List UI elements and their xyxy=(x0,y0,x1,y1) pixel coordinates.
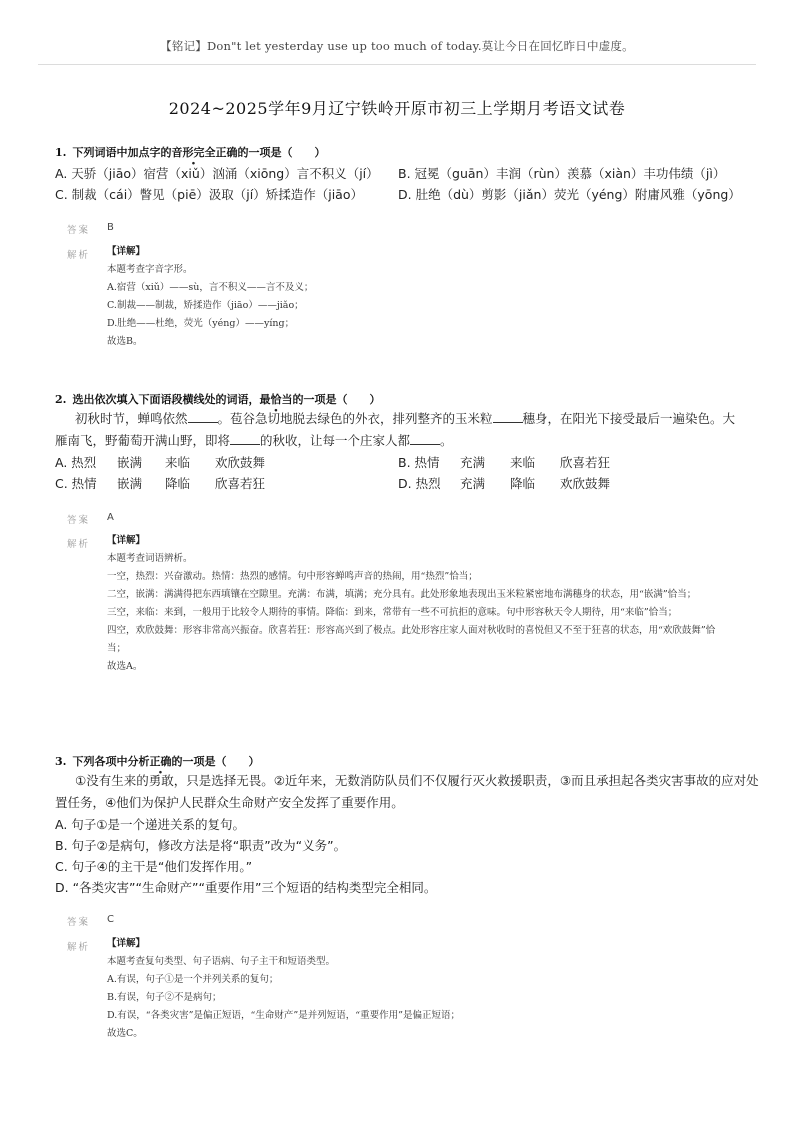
question-3-answer: C xyxy=(107,914,114,925)
analysis-line: 【详解】 xyxy=(107,246,146,257)
option-word: 嵌满 xyxy=(117,455,143,470)
question-2-stem xyxy=(55,391,380,407)
stem-text: 的一项是（ ） xyxy=(292,393,381,406)
page-title: 2024~2025学年9月辽宁铁岭开原市初三上学期月考语文试卷 xyxy=(168,99,626,118)
analysis-line: D.肚绝——杜绝，荧光（yéng）——yíng； xyxy=(107,318,295,329)
header-divider xyxy=(38,64,756,65)
option-word: 充满 xyxy=(460,455,486,470)
analysis-line: C.制裁——制裁，矫揉造作（jiāo）——jiǎo； xyxy=(107,300,304,311)
passage-text: 的秋收，让每一个庄家人都 xyxy=(260,433,411,448)
question-1-option-d: D. 肚绝（dù）剪影（jiǎn）荧光（yéng）附庸风雅（yōng） xyxy=(398,187,741,202)
question-2-option-b xyxy=(398,453,610,471)
option-word: 欣喜若狂 xyxy=(215,476,266,491)
stem-dotted-text: 最恰当 xyxy=(259,393,293,406)
answer-label: 答案 xyxy=(67,917,91,928)
analysis-line: 故选B。 xyxy=(107,336,143,347)
stem-text: 正确的一项是（ ） xyxy=(215,146,326,159)
fill-blank xyxy=(493,410,523,423)
analysis-label: 解析 xyxy=(67,942,91,953)
stem-dotted-text: 正确 xyxy=(149,755,172,768)
question-2-option-c xyxy=(55,474,265,492)
question-2-option-a xyxy=(55,453,265,471)
option-word: A. 热烈 xyxy=(55,455,97,470)
question-2-option-d xyxy=(398,474,610,492)
question-3-option-a: A. 句子①是一个递进关系的复句。 xyxy=(55,817,245,832)
analysis-line: 本题考查字音字形。 xyxy=(107,264,193,275)
question-3-option-d: D. “各类灾害”“生命财产”“重要作用”三个短语的结构类型完全相同。 xyxy=(55,880,437,895)
fill-blank xyxy=(230,432,260,445)
analysis-line: 三空，来临：来到，一般用于比较令人期待的事情。降临：到来，常带有一些不可抗拒的意味。句中形容秋天令人期待，用“来临”恰当； xyxy=(107,607,678,618)
question-3-passage-line-1: ①没有生来的勇敢，只是选择无畏。②近年来，无数消防队员们不仅履行灭火救援职责，③而且承担起各类灾害事故的应对处 xyxy=(75,773,759,788)
option-word: 来临 xyxy=(510,455,536,470)
option-word: 欢欣鼓舞 xyxy=(215,455,266,470)
stem-text: 的一项是（ ） xyxy=(171,755,260,768)
question-3-option-b: B. 句子②是病句，修改方法是将“职责”改为“义务”。 xyxy=(55,838,347,853)
analysis-line: A.有误，句子①是一个并列关系的复句； xyxy=(107,974,279,985)
stem-text: 下列词语中加点字的 xyxy=(72,146,172,159)
fill-blank xyxy=(410,432,440,445)
option-word: 欢欣鼓舞 xyxy=(560,476,611,491)
question-2-analysis xyxy=(107,532,727,676)
passage-text: 。苞谷急切地脱去绿色的外衣，排列整齐的玉米粒 xyxy=(217,411,493,426)
analysis-line: A.宿营（xiǔ）——sù，言不积义——言不及义； xyxy=(107,282,314,293)
analysis-line: 二空，嵌满：满满得把东西填镶在空隙里。充满：布满，填满；充分具有。此处形象地表现出玉米粒紧密地布满穗身的状态，用“嵌满”恰当； xyxy=(107,589,697,600)
analysis-line: 一空，热烈：兴奋激动。热情：热烈的感情。句中形容蝉鸣声音的热闹，用“热烈”恰当； xyxy=(107,571,478,582)
question-1-option-c: C. 制裁（cái）瞥见（piē）汲取（jí）矫揉造作（jiāo） xyxy=(55,187,363,202)
option-word: 降临 xyxy=(510,476,536,491)
question-number: 3. xyxy=(55,755,67,768)
analysis-line: 本题考查词语辨析。 xyxy=(107,553,193,564)
question-1-analysis xyxy=(107,243,727,351)
analysis-label: 解析 xyxy=(67,250,91,261)
option-word: 来临 xyxy=(165,455,191,470)
question-3-analysis xyxy=(107,935,727,1043)
analysis-line: 故选A。 xyxy=(107,661,143,672)
question-1-option-a: A. 天骄（jiāo）宿营（xiǔ）汹涌（xiōng）言不积义（jí） xyxy=(55,166,379,181)
question-1-option-b: B. 冠冕（guān）丰润（rùn）羡慕（xiàn）丰功伟绩（jì） xyxy=(398,166,726,181)
analysis-label: 解析 xyxy=(67,539,91,550)
question-3-stem xyxy=(55,753,259,769)
option-word: B. 热情 xyxy=(398,455,440,470)
answer-label: 答案 xyxy=(67,225,91,236)
option-word: D. 热烈 xyxy=(398,476,441,491)
analysis-line: 四空，欢欣鼓舞：形容非常高兴振奋。欣喜若狂：形容高兴到了极点。此处形容庄家人面对秋收时的喜悦但又不至于狂喜的状态，用“欢欣鼓舞”恰当； xyxy=(107,625,716,654)
passage-text: 初秋时节，蝉鸣依然 xyxy=(75,411,188,426)
stem-dotted-text: 音形完全 xyxy=(171,146,216,159)
question-2-passage xyxy=(55,408,745,452)
analysis-line: 【详解】 xyxy=(107,535,146,546)
passage-text: 。 xyxy=(440,433,453,448)
stem-text: 下列各项中分析 xyxy=(72,755,150,768)
question-2-answer: A xyxy=(107,512,114,523)
question-3-option-c: C. 句子④的主干是“他们发挥作用。” xyxy=(55,859,253,874)
analysis-line: 本题考查复句类型、句子语病、句子主干和短语类型。 xyxy=(107,956,336,967)
question-number: 2. xyxy=(55,393,67,406)
option-word: C. 热情 xyxy=(55,476,97,491)
stem-text: 选出依次填入下面语段横线处的词语， xyxy=(72,393,260,406)
option-word: 充满 xyxy=(460,476,486,491)
analysis-line: 故选C。 xyxy=(107,1028,143,1039)
question-number: 1. xyxy=(55,146,67,159)
analysis-line: B.有误，句子②不是病句； xyxy=(107,992,222,1003)
option-word: 嵌满 xyxy=(117,476,143,491)
option-word: 欣喜若狂 xyxy=(560,455,611,470)
fill-blank xyxy=(188,410,218,423)
answer-label: 答案 xyxy=(67,515,91,526)
question-1-answer: B xyxy=(107,222,114,233)
option-word: 降临 xyxy=(165,476,191,491)
question-1-stem xyxy=(55,144,325,160)
analysis-line: 【详解】 xyxy=(107,938,146,949)
motto: 【铭记】Don"t let yesterday use up too much of today.莫让今日在回忆昨日中虚度。 xyxy=(160,39,634,53)
passage-text: 穗身，在阳光下接受最后一遍染色。大雁南飞，野葡萄开满山野，即将 xyxy=(55,411,736,448)
question-3-passage-line-2: 置任务，④他们为保护人民群众生命财产安全发挥了重要作用。 xyxy=(55,795,404,810)
analysis-line: D.有误，“各类灾害”是偏正短语，“生命财产”是并列短语，“重要作用”是偏正短语； xyxy=(107,1010,460,1021)
